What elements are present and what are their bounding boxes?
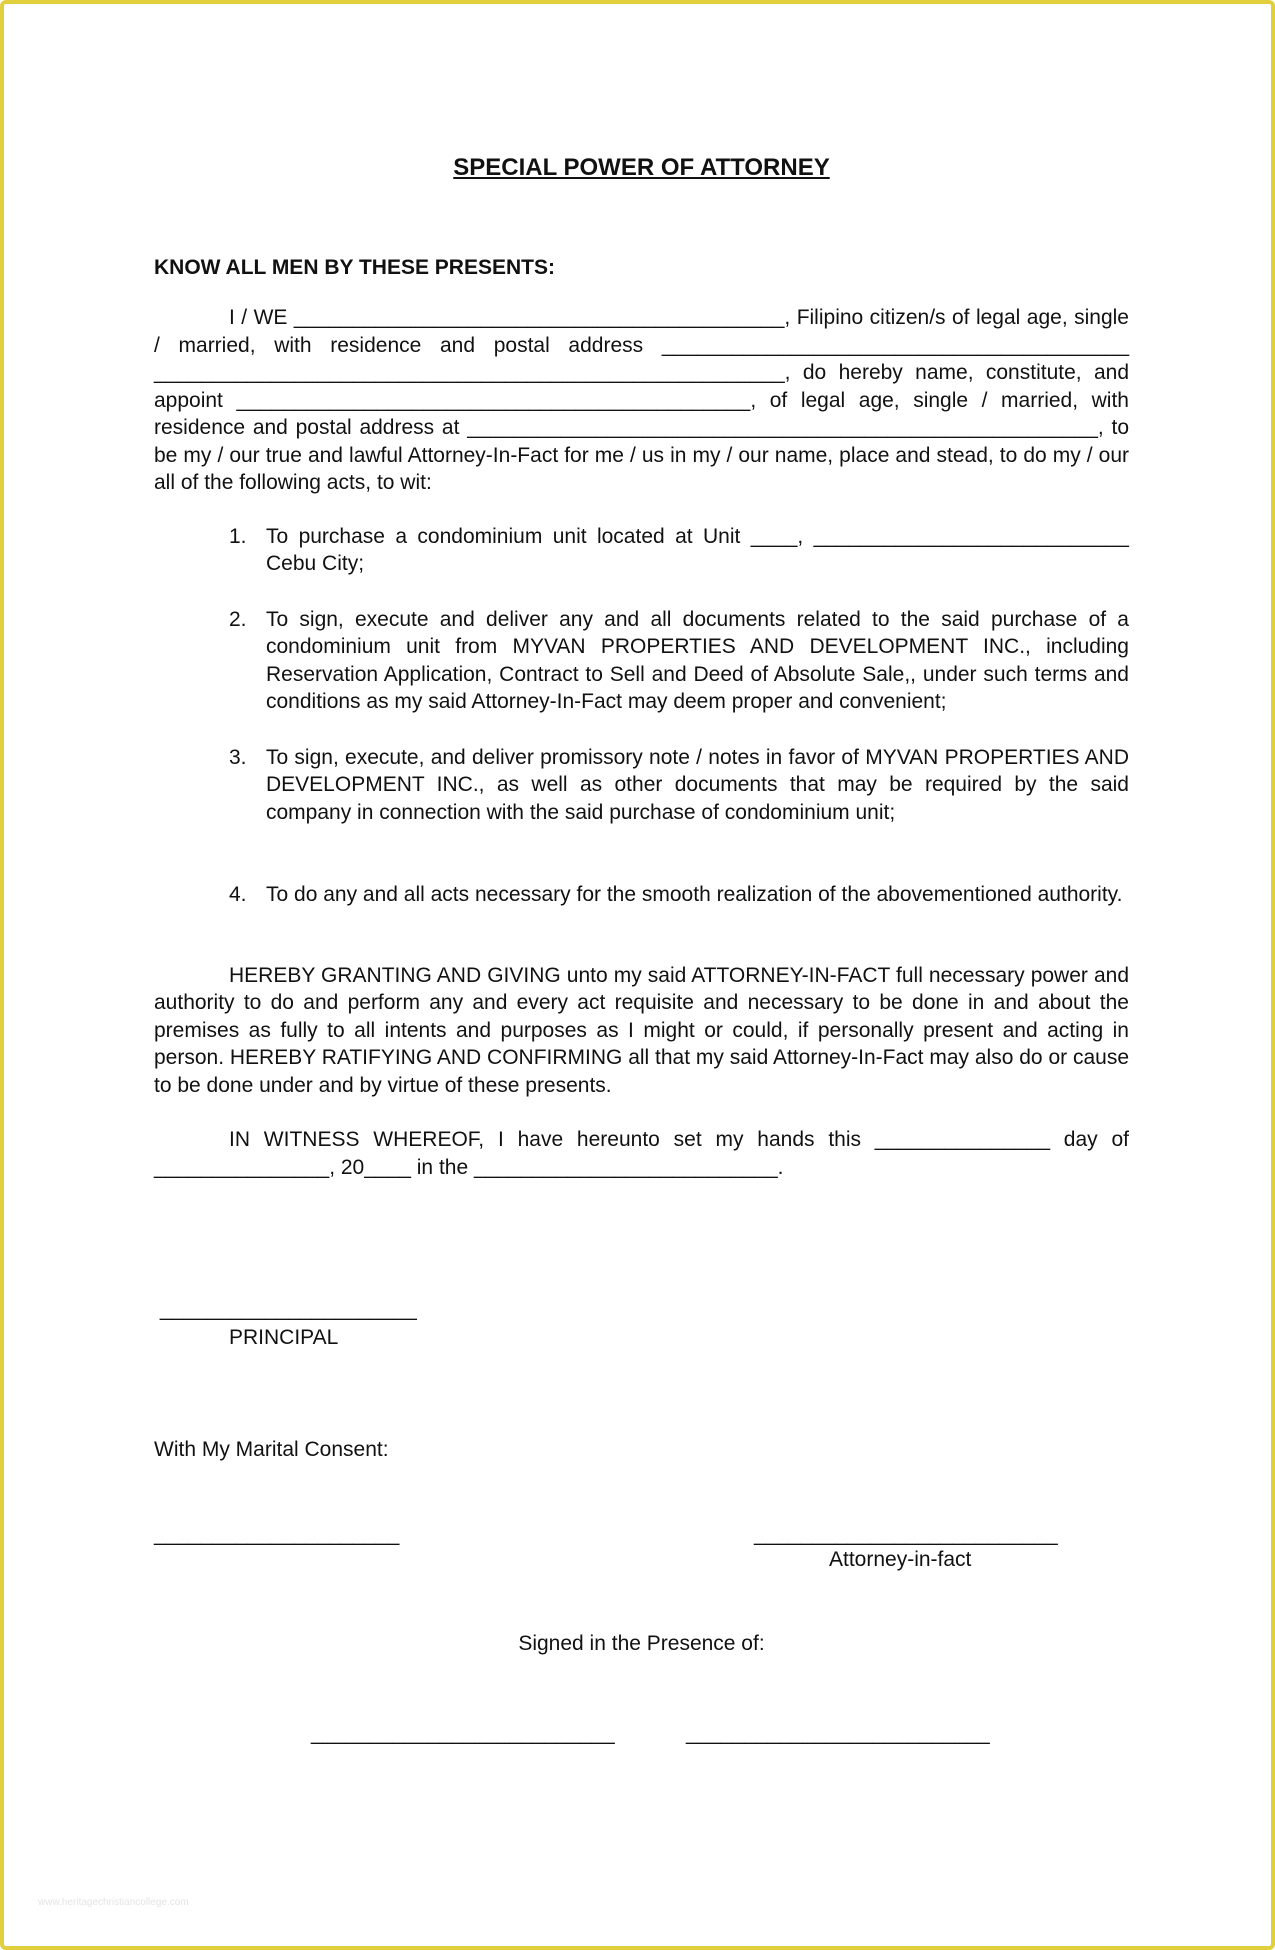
marital-consent-label: With My Marital Consent: xyxy=(154,1438,389,1461)
list-item-text: To do any and all acts necessary for the smooth realization of the abovementioned authority. xyxy=(266,883,1123,906)
list-item xyxy=(154,606,1129,716)
acts-list xyxy=(154,523,1129,909)
consent-signature-row xyxy=(154,1521,1129,1577)
attorney-signature-line: __________________________ xyxy=(754,1522,1058,1546)
list-item xyxy=(154,523,1129,578)
document-body xyxy=(154,154,1129,1750)
witness-signature-row xyxy=(154,1720,1129,1750)
presence-label: Signed in the Presence of: xyxy=(518,1631,765,1655)
granting-paragraph: HEREBY GRANTING AND GIVING unto my said ATTORNEY-IN-FACT full necessary power and authority to do and perform any and every act requisite and necessary to be done in and about the premises as fully to all intents and purposes as I might or could, if personally present and acting in person. HEREBY RATIFYING AND CONFIRMING all that my said Attorney-In-Fact may also do or cause to be done under and by virtue of these presents. xyxy=(154,963,1129,1097)
list-item-number: 4. xyxy=(229,883,247,906)
list-item xyxy=(154,744,1129,827)
principal-signature-block xyxy=(154,1296,1129,1351)
witness-signature-line-2: __________________________ xyxy=(686,1722,990,1745)
document-title: SPECIAL POWER OF ATTORNEY xyxy=(453,154,830,181)
list-item xyxy=(154,881,1129,909)
witness-signature-line-1: __________________________ xyxy=(311,1722,615,1745)
witness-paragraph: IN WITNESS WHEREOF, I have hereunto set my hands this _______________ day of _______________, 20____ in the __________________________. xyxy=(154,1128,1129,1179)
intro-paragraph: I / WE __________________________________________, Filipino citizen/s of legal age, single / married, with residence and postal address ________________________________________ ______________________________________________________, do hereby name, constitute, and appoint ____________________________________________, of legal age, single / married, with residence and postal address at ______________________________________________________, to be my / our true and lawful Attorney-In-Fact for me / us in my / our name, place and stead, to do my / our all of the following acts, to wit: xyxy=(154,306,1129,494)
list-item-text: To sign, execute and deliver any and all documents related to the said purchase of a condominium unit from MYVAN PROPERTIES AND DEVELOPMENT INC., including Reservation Application, Contract to Sell and Deed of Absolute Sale,, under such terms and conditions as my said Attorney-In-Fact may deem proper and convenient; xyxy=(266,607,1129,713)
list-item-number: 3. xyxy=(229,745,247,769)
presents-heading: KNOW ALL MEN BY THESE PRESENTS: xyxy=(154,255,555,279)
watermark-text: www.heritagechristiancollege.com xyxy=(38,1897,189,1908)
list-item-text: To sign, execute, and deliver promissory note / notes in favor of MYVAN PROPERTIES AND DEVELOPMENT INC., as well as other documents that may be required by the said company in connection with the said purchase of condominium unit; xyxy=(266,745,1129,824)
consent-signature-line: _____________________ xyxy=(154,1522,400,1546)
list-item-text: To purchase a condominium unit located at Unit ____, ___________________________ Cebu City; xyxy=(266,524,1129,575)
list-item-number: 1. xyxy=(229,524,247,548)
list-item-number: 2. xyxy=(229,607,247,631)
attorney-in-fact-label: Attorney-in-fact xyxy=(829,1547,972,1571)
principal-signature-line: ______________________ xyxy=(154,1298,417,1321)
principal-label: PRINCIPAL xyxy=(229,1325,339,1349)
